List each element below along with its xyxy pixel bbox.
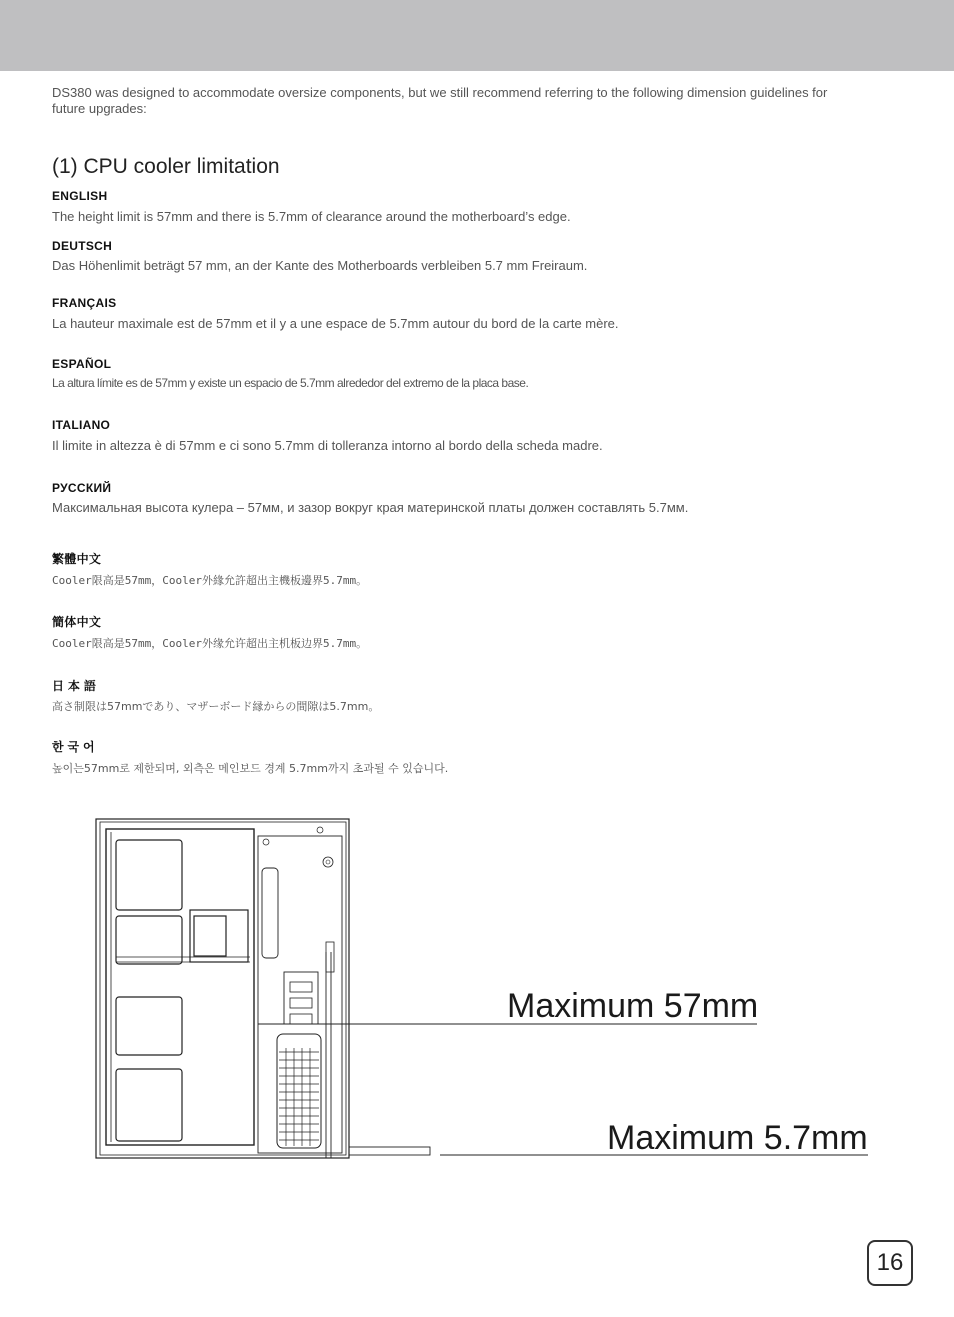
- lang-text-deutsch: Das Höhenlimit beträgt 57 mm, an der Kante des Motherboards verbleiben 5.7 mm Freiraum.: [52, 258, 588, 273]
- lang-heading-japanese: 日 本 語: [52, 679, 97, 693]
- chassis-diagram: [90, 812, 880, 1167]
- label-max-clearance: Maximum 5.7mm: [607, 1119, 868, 1157]
- lang-text-english: The height limit is 57mm and there is 5.7mm of clearance around the motherboard’s edge.: [52, 209, 571, 224]
- label-max-height: Maximum 57mm: [507, 987, 759, 1025]
- lang-text-traditional-chinese: Cooler限高是57mm，Cooler外緣允許超出主機板邊界5.7mm。: [52, 574, 368, 587]
- lang-text-italiano: Il limite in altezza è di 57mm e ci sono 5.7mm di tolleranza intorno al bordo della scheda madre.: [52, 438, 603, 453]
- lang-heading-deutsch: DEUTSCH: [52, 239, 113, 253]
- lang-heading-italiano: ITALIANO: [52, 418, 111, 432]
- intro-paragraph: DS380 was designed to accommodate oversize components, but we still recommend referring to the following dimension guidelines for future upgrades:: [52, 85, 828, 116]
- header-band: [0, 0, 954, 71]
- lang-heading-russian: РУССКИЙ: [52, 481, 112, 495]
- lang-text-espanol: La altura límite es de 57mm y existe un espacio de 5.7mm alrededor del extremo de la placa base.: [52, 376, 529, 390]
- lang-text-korean: 높이는57mm로 제한되며, 외측은 메인보드 경계 5.7mm까지 초과될 수 있습니다.: [52, 762, 449, 775]
- lang-heading-francais: FRANÇAIS: [52, 296, 117, 310]
- lang-heading-english: ENGLISH: [52, 189, 108, 203]
- lang-text-francais: La hauteur maximale est de 57mm et il y a une espace de 5.7mm autour du bord de la carte mère.: [52, 316, 619, 331]
- lang-heading-simplified-chinese: 簡体中文: [52, 615, 102, 629]
- lang-text-russian: Максимальная высота кулера – 57мм, и зазор вокруг края материнской платы должен составлять 5.7мм.: [52, 500, 689, 515]
- lang-heading-korean: 한 국 어: [52, 740, 95, 754]
- lang-text-simplified-chinese: Cooler限高是57mm，Cooler外缘允许超出主机板边界5.7mm。: [52, 637, 368, 650]
- lang-heading-traditional-chinese: 繁體中文: [52, 552, 102, 566]
- lang-text-japanese: 高さ制限は57mmであり、マザーボード縁からの間隙は5.7mm。: [52, 700, 380, 713]
- lang-heading-espanol: ESPAÑOL: [52, 357, 112, 371]
- page-number: 16: [867, 1240, 913, 1286]
- section-title: (1) CPU cooler limitation: [52, 155, 280, 178]
